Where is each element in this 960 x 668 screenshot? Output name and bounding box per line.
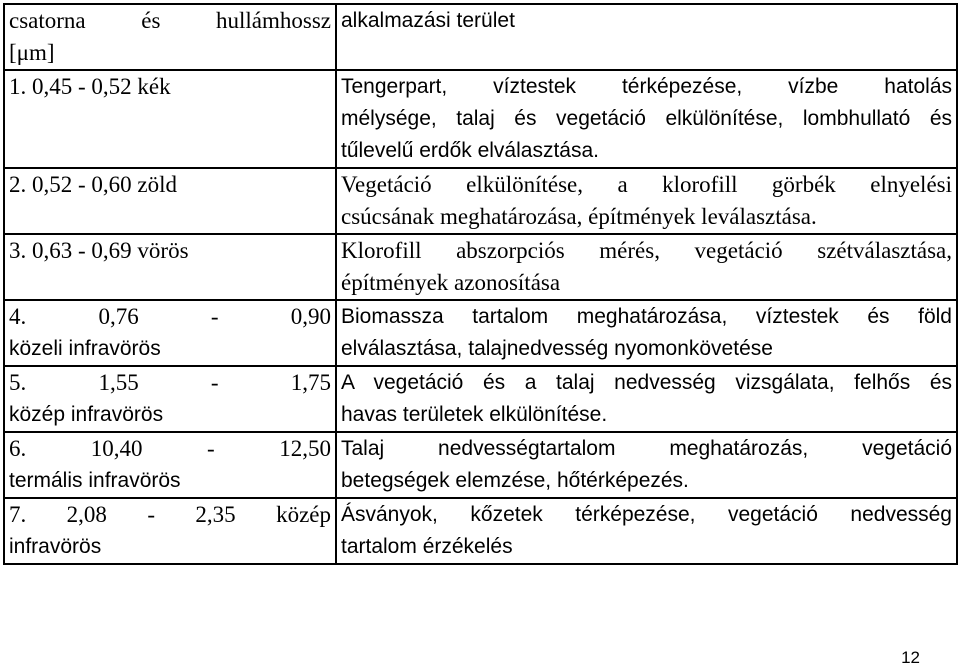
application-cell bbox=[336, 70, 957, 168]
application-cell bbox=[336, 234, 957, 300]
application-text: A vegetáció és a talaj nedvesség vizsgálata, felhős és bbox=[341, 371, 952, 394]
application-text: betegségek elemzése, hőtérképezés. bbox=[341, 469, 689, 492]
band-text: 5. 1,55 - 1,75 bbox=[9, 370, 331, 395]
band-text: 1. 0,45 - 0,52 kék bbox=[9, 74, 171, 99]
table-row bbox=[4, 168, 957, 234]
application-text: Klorofill abszorpciós mérés, vegetáció szétválasztása, bbox=[341, 238, 952, 263]
header-channel-label: csatorna és hullámhossz bbox=[9, 8, 331, 33]
band-cell bbox=[4, 168, 336, 234]
band-cell bbox=[4, 432, 336, 498]
band-text: 7. 2,08 - 2,35 közép bbox=[9, 502, 331, 527]
application-cell bbox=[336, 432, 957, 498]
application-cell bbox=[336, 168, 957, 234]
band-text: termális infravörös bbox=[9, 469, 181, 492]
table-row bbox=[4, 70, 957, 168]
application-text: csúcsának meghatározása, építmények leválasztása. bbox=[341, 204, 817, 229]
application-text: tűlevelű erdők elválasztása. bbox=[341, 139, 599, 162]
table-row bbox=[4, 366, 957, 432]
application-text: tartalom érzékelés bbox=[341, 535, 513, 558]
header-unit-label: [μm] bbox=[9, 40, 55, 65]
header-application-label: alkalmazási terület bbox=[341, 9, 515, 32]
band-cell bbox=[4, 366, 336, 432]
application-text: mélysége, talaj és vegetáció elkülönítése, lombhullató és bbox=[341, 107, 952, 130]
application-text: Vegetáció elkülönítése, a klorofill görbék elnyelési bbox=[341, 172, 952, 197]
header-channel-cell bbox=[4, 4, 336, 70]
table-row bbox=[4, 498, 957, 564]
application-text: elválasztása, talajnedvesség nyomonkövetése bbox=[341, 337, 773, 360]
application-cell bbox=[336, 498, 957, 564]
table-row bbox=[4, 234, 957, 300]
page-number: 12 bbox=[901, 648, 920, 667]
band-text: 3. 0,63 - 0,69 vörös bbox=[9, 238, 189, 263]
application-cell bbox=[336, 366, 957, 432]
band-text: 4. 0,76 - 0,90 bbox=[9, 304, 331, 329]
band-text: 2. 0,52 - 0,60 zöld bbox=[9, 172, 178, 197]
table-header-row bbox=[4, 4, 957, 70]
band-text: infravörös bbox=[9, 535, 102, 558]
application-text: Tengerpart, víztestek térképezése, vízbe hatolás bbox=[341, 75, 952, 98]
band-text: közeli infravörös bbox=[9, 337, 161, 360]
application-text: Ásványok, kőzetek térképezése, vegetáció nedvesség bbox=[341, 503, 952, 526]
band-cell bbox=[4, 234, 336, 300]
table-row bbox=[4, 300, 957, 366]
band-cell bbox=[4, 300, 336, 366]
bands-table bbox=[3, 3, 958, 565]
band-text: közép infravörös bbox=[9, 403, 164, 426]
application-text: Biomassza tartalom meghatározása, víztestek és föld bbox=[341, 305, 952, 328]
application-cell bbox=[336, 300, 957, 366]
application-text: Talaj nedvességtartalom meghatározás, vegetáció bbox=[341, 437, 952, 460]
application-text: építmények azonosítása bbox=[341, 270, 561, 295]
table-row bbox=[4, 432, 957, 498]
band-text: 6. 10,40 - 12,50 bbox=[9, 436, 331, 461]
header-application-cell bbox=[336, 4, 957, 70]
application-text: havas területek elkülönítése. bbox=[341, 403, 608, 426]
band-cell bbox=[4, 498, 336, 564]
band-cell bbox=[4, 70, 336, 168]
